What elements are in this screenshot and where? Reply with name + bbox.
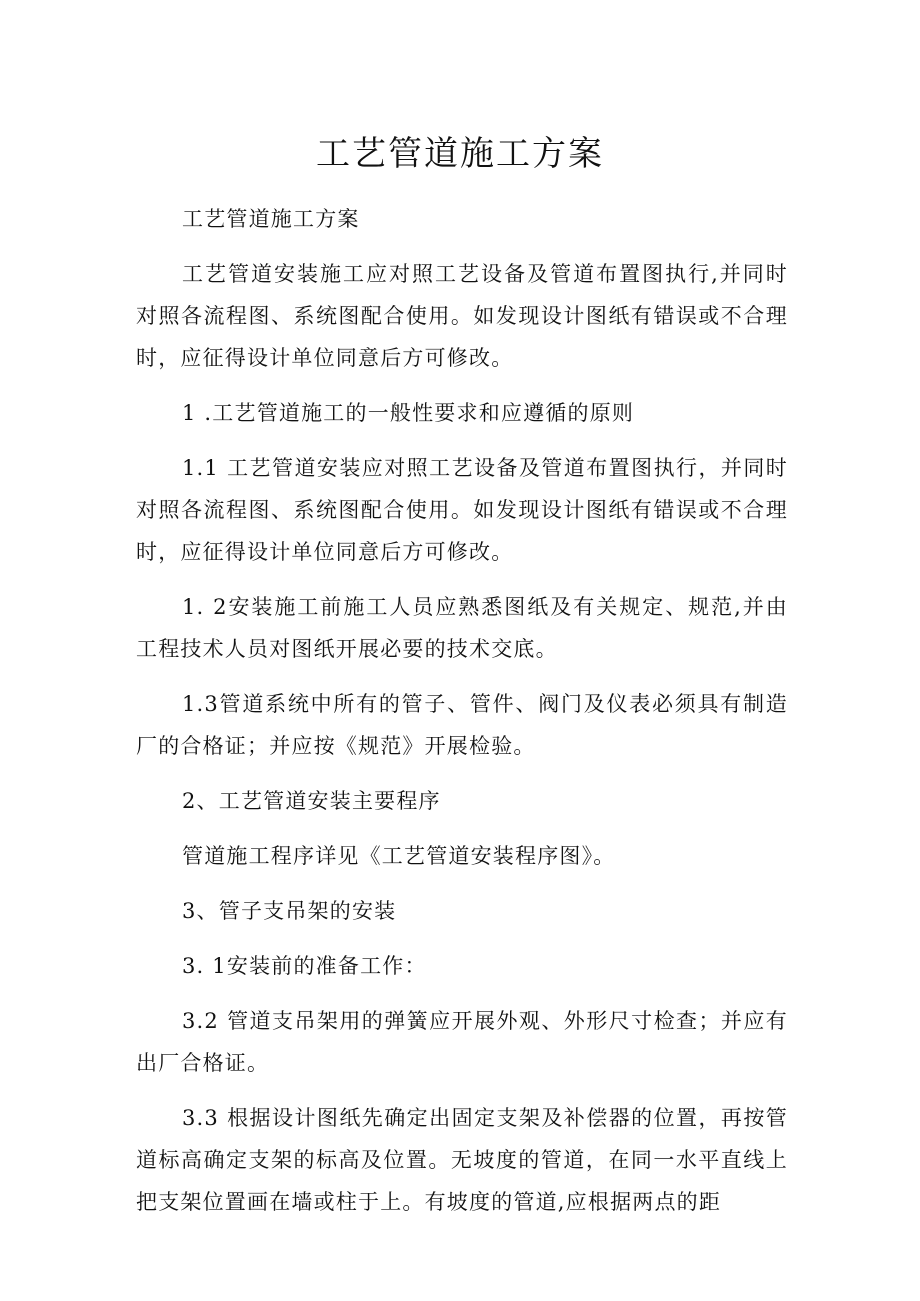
paragraph-3-3: 3.3 根据设计图纸先确定出固定支架及补偿器的位置，再按管道标高确定支架的标高及位置。无坡度的管道，在同一水平直线上把支架位置画在墙或柱于上。有坡度的管道,应根据两点的距 (136, 1106, 788, 1214)
heading-section-3: 3、管子支吊架的安装 (182, 899, 397, 923)
paragraph-3-2: 3.2 管道支吊架用的弹簧应开展外观、外形尺寸检查；并应有出厂合格证。 (136, 1009, 788, 1075)
paragraph-1-2: 1. 2安装施工前施工人员应熟悉图纸及有关规定、规范,并由工程技术人员对图纸开展必要的技术交底。 (136, 595, 788, 661)
document-title: 工艺管道施工方案 (316, 134, 604, 174)
heading-section-1: 1 .工艺管道施工的一般性要求和应遵循的原则 (182, 401, 635, 425)
paragraph-intro: 工艺管道安装施工应对照工艺设备及管道布置图执行,并同时对照各流程图、系统图配合使用。如发现设计图纸有错误或不合理时，应征得设计单位同意后方可修改。 (136, 262, 788, 370)
document-body (136, 198, 788, 1236)
paragraph-1-1: 1.1 工艺管道安装应对照工艺设备及管道布置图执行，并同时对照各流程图、系统图配合使用。如发现设计图纸有错误或不合理时，应征得设计单位同意后方可修改。 (136, 456, 788, 564)
paragraph-2-detail: 管道施工程序详见《工艺管道安装程序图》。 (182, 844, 616, 868)
paragraph-3-1: 3. 1安装前的准备工作： (182, 954, 427, 978)
heading-section-2: 2、工艺管道安装主要程序 (182, 789, 441, 813)
paragraph-1-3: 1.3管道系统中所有的管子、管件、阀门及仪表必须具有制造厂的合格证；并应按《规范》开展检验。 (136, 692, 788, 758)
paragraph-subtitle: 工艺管道施工方案 (182, 207, 360, 231)
